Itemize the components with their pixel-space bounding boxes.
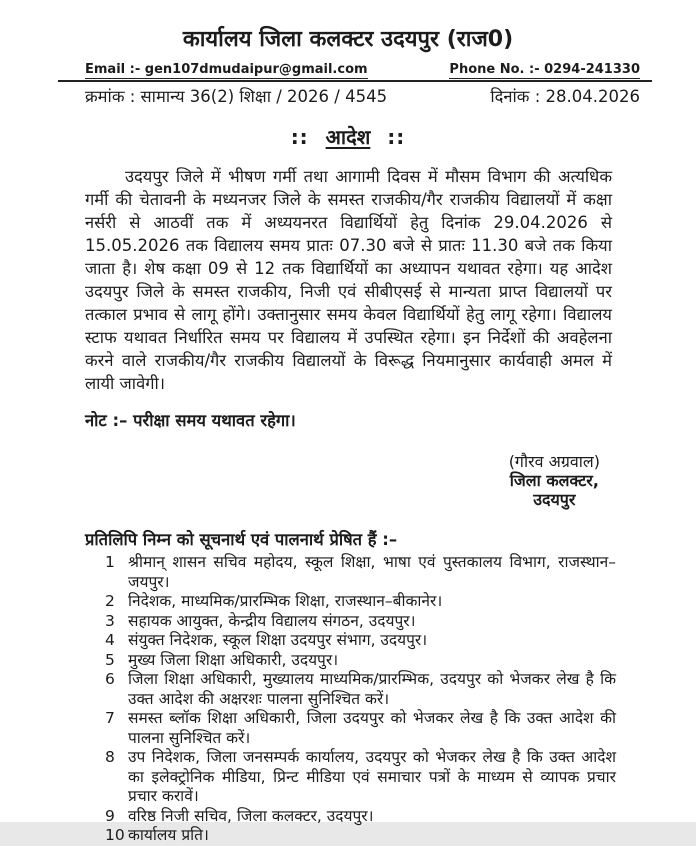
header-divider: [58, 80, 652, 82]
cc-item-number: 8: [105, 748, 115, 766]
cc-item: [105, 807, 616, 827]
email-value: gen107dmudaipur@gmail.com: [144, 62, 368, 77]
cc-item: [105, 670, 616, 709]
cc-item-text: कार्यालय प्रति।: [128, 826, 209, 844]
cc-item: [105, 631, 616, 651]
cc-list: [105, 553, 616, 846]
note-line: नोट :– परीक्षा समय यथावत रहेगा।: [85, 411, 296, 430]
cc-item-text: सहायक आयुक्त, केन्द्रीय विद्यालय संगठन, उदयपुर।: [128, 611, 416, 630]
phone-label: Phone No. :-: [449, 62, 540, 77]
cc-item-number: 9: [105, 806, 115, 825]
order-colon-left: ::: [290, 125, 309, 149]
cc-item-text: उप निदेशक, जिला जनसम्पर्क कार्यालय, उदयपुर को भेजकर लेख है कि उक्त आदेश का इलेक्ट्रोनिक मीडिया, प्रिन्ट मीडिया एवं समाचार पत्रों के माध्यम से व्यापक प्रचार प्रचार करावें।: [128, 748, 616, 805]
cc-item-text: मुख्य जिला शिक्षा अधिकारी, उदयपुर।: [128, 650, 339, 669]
cc-item-number: 4: [105, 631, 115, 649]
signatory-name: (गौरव अग्रवाल): [508, 452, 600, 471]
cc-item: [105, 553, 616, 592]
cc-item-number: 1: [105, 553, 115, 571]
order-colon-right: ::: [387, 125, 406, 149]
cc-item: [105, 826, 616, 846]
signatory-designation: जिला कलक्टर,: [509, 471, 599, 490]
order-body-paragraph: उदयपुर जिले में भीषण गर्मी तथा आगामी दिवस में मौसम विभाग की अत्यधिक गर्मी की चेतावनी के मध्यनजर जिले के समस्त राजकीय/गैर राजकीय विद्यालयों में कक्षा नर्सरी से आठवीं तक में अध्ययनरत विद्यार्थियों हेतु दिनांक 29.04.2026 से 15.05.2026 तक विद्यालय समय प्रातः 07.30 बजे से प्रातः 11.30 बजे तक किया जाता है। शेष कक्षा 09 से 12 तक विद्यार्थियों का अध्यापन यथावत रहेगा। यह आदेश उदयपुर जिले के समस्त राजकीय, निजी एवं सीबीएसई से मान्यता प्राप्त विद्यालयों पर तत्काल प्रभाव से लागू होंगे। उक्तानुसार समय केवल विद्यार्थियों हेतु लागू रहेगा। विद्यालय स्टाफ यथावत निर्धारित समय पर विद्यालय में उपस्थित रहेगा। इन निर्देशों की अवहेलना करने वाले राजकीय/गैर राजकीय विद्यालयों के विरूद्ध नियमानुसार कार्यवाही अमल में लायी जावेगी।: [85, 167, 612, 393]
office-title: कार्यालय जिला कलक्टर उदयपुर (राज0): [182, 27, 514, 52]
email-line: [85, 62, 368, 79]
cc-item: [105, 612, 616, 632]
order-heading: [0, 124, 696, 150]
cc-item-text: समस्त ब्लॉक शिक्षा अधिकारी, जिला उदयपुर को भेजकर लेख है कि उक्त आदेश की पालना सुनिश्चित करें।: [128, 709, 616, 747]
cc-item-text: जिला शिक्षा अधिकारी, मुख्यालय माध्यमिक/प्रारम्भिक, उदयपुर को भेजकर लेख है कि उक्त आदेश की अक्षरशः पालना सुनिश्चित करें।: [128, 670, 616, 708]
cc-item-text: श्रीमान् शासन सचिव महोदय, स्कूल शिक्षा, भाषा एवं पुस्तकालय विभाग, राजस्थान–जयपुर।: [128, 553, 616, 591]
signatory-place: उदयपुर: [533, 490, 576, 509]
cc-item-text: संयुक्त निदेशक, स्कूल शिक्षा उदयपुर संभाग, उदयपुर।: [128, 631, 428, 649]
cc-item-number: 7: [105, 709, 115, 727]
cc-item-number: 2: [105, 592, 115, 610]
cc-item: [105, 709, 616, 748]
cc-item: [105, 748, 616, 807]
signature-block: [509, 452, 600, 509]
cc-item-number: 3: [105, 611, 115, 630]
cc-item-text: वरिष्ठ निजी सचिव, जिला कलक्टर, उदयपुर।: [128, 806, 374, 825]
phone-value: 0294-241330: [544, 62, 640, 77]
phone-line: [449, 62, 640, 79]
cc-item-number: 5: [105, 650, 115, 669]
cc-item-number: 10: [105, 826, 125, 844]
email-label: Email :-: [85, 62, 141, 77]
cc-item-text: निदेशक, माध्यमिक/प्रारम्भिक शिक्षा, राजस्थान–बीकानेर।: [128, 592, 443, 610]
cc-item: [105, 592, 616, 612]
order-word: आदेश: [325, 125, 371, 149]
contact-row: [85, 62, 640, 79]
cc-item-number: 6: [105, 670, 115, 688]
reference-row: [85, 86, 640, 108]
cc-item: [105, 651, 616, 671]
document-date: दिनांक : 28.04.2026: [490, 87, 640, 106]
reference-number: क्रमांक : सामान्य 36(2) शिक्षा / 2026 / 4545: [85, 87, 388, 106]
cc-heading: प्रतिलिपि निम्न को सूचनार्थ एवं पालनार्थ प्रेषित हैं :–: [85, 530, 398, 549]
